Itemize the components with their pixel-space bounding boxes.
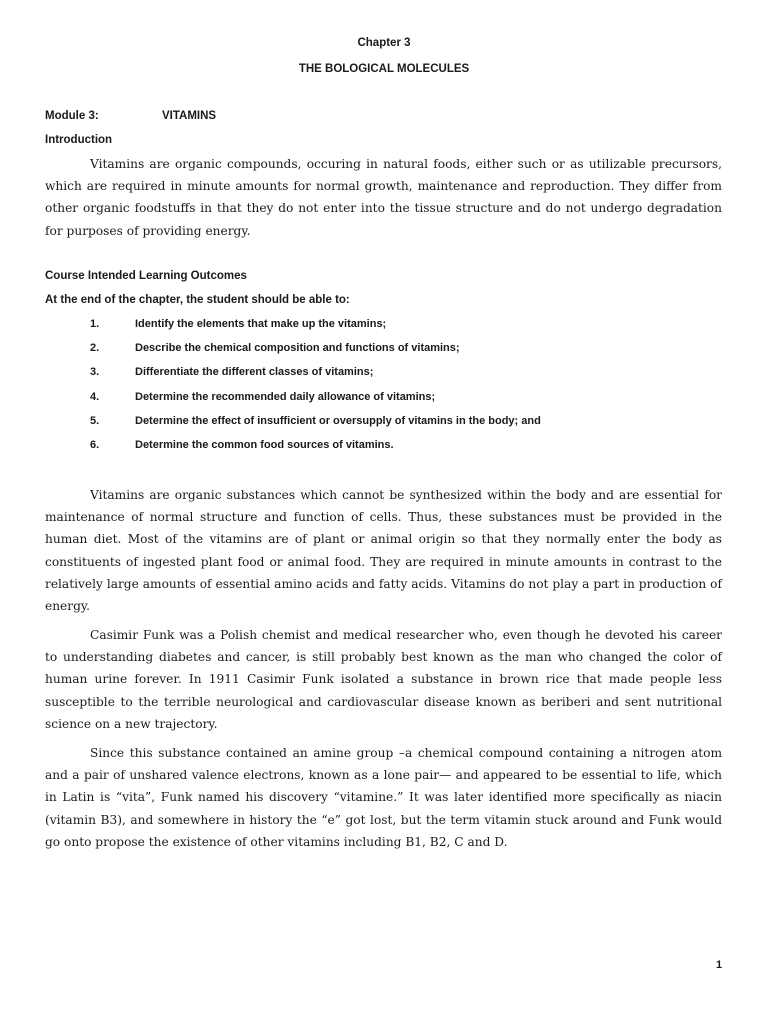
list-item-number: 3.	[90, 366, 100, 379]
module-name: VITAMINS	[162, 110, 217, 122]
list-item-text: Determine the common food sources of vitamins.	[135, 438, 394, 451]
module-label: Module 3:	[45, 110, 99, 122]
body-paragraph: Since this substance contained an amine group –a chemical compound containing a nitrogen atom and a pair of unshared valence electrons, known as a lone pair— and appeared to be essential to life, which in Latin is “vita”, Funk named his discovery “vitamine.” It was later identified more specifically as niacin (vitamin B3), and somewhere in history the “e” got lost, but the term vitamin stuck around and Funk would go onto propose the existence of other vitamins including B1, B2, C and D.	[45, 746, 722, 849]
outcomes-heading: Course Intended Learning Outcomes	[45, 270, 247, 282]
list-item	[90, 318, 541, 342]
list-item-text: Determine the effect of insufficient or oversupply of vitamins in the body; and	[135, 414, 541, 427]
list-item-text: Describe the chemical composition and functions of vitamins;	[135, 342, 460, 355]
list-item-text: Identify the elements that make up the vitamins;	[135, 318, 387, 330]
module-heading	[45, 110, 216, 122]
list-item-number: 5.	[90, 414, 100, 427]
list-item-number: 2.	[90, 342, 100, 355]
list-item-number: 4.	[90, 390, 100, 403]
introduction-heading: Introduction	[45, 134, 113, 146]
body-paragraph: Casimir Funk was a Polish chemist and medical researcher who, even though he devoted his career to understanding diabetes and cancer, is still probably best known as the man who changed the color of human urine forever. In 1911 Casimir Funk isolated a substance in brown rice that made people less susceptible to the terrible neurological and cardiovascular disease known as beriberi and sent nutritional science on a new trajectory.	[45, 628, 722, 731]
list-item-number: 6.	[90, 438, 100, 451]
list-item-number: 1.	[90, 318, 100, 330]
list-item-text: Determine the recommended daily allowance of vitamins;	[135, 390, 436, 403]
outcomes-list	[90, 318, 541, 463]
outcomes-subheading: At the end of the chapter, the student should be able to:	[45, 294, 350, 306]
chapter-title: THE BOLOGICAL MOLECULES	[298, 63, 470, 75]
chapter-label: Chapter 3	[357, 37, 411, 49]
list-item	[90, 391, 541, 415]
list-item	[90, 415, 541, 439]
list-item	[90, 439, 541, 463]
list-item-text: Differentiate the different classes of vitamins;	[135, 366, 374, 379]
list-item	[90, 342, 541, 366]
introduction-paragraph: Vitamins are organic compounds, occuring in natural foods, either such or as utilizable precursors, which are required in minute amounts for normal growth, maintenance and reproduction. They differ from other organic foodstuffs in that they do not enter into the tissue structure and do not undergo degradation for purposes of providing energy.	[45, 157, 722, 238]
body-paragraph: Vitamins are organic substances which cannot be synthesized within the body and are essential for maintenance of normal structure and function of cells. Thus, these substances must be provided in the human diet. Most of the vitamins are of plant or animal origin so that they normally enter the body as constituents of ingested plant food or animal food. They are required in minute amounts in contrast to the relatively large amounts of essential amino acids and fatty acids. Vitamins do not play a part in production of energy.	[45, 488, 722, 614]
list-item	[90, 366, 541, 390]
page-number: 1	[716, 959, 723, 971]
